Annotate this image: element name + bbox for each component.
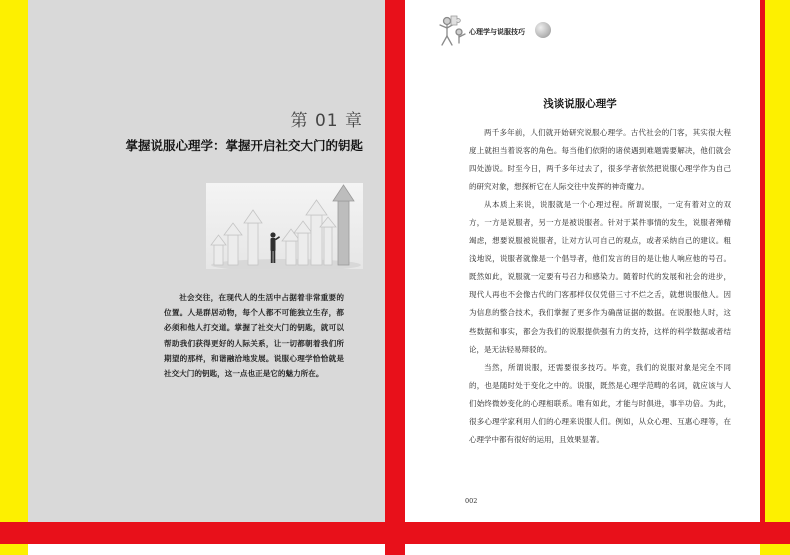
right-page	[405, 0, 760, 522]
globe-disc-icon	[535, 22, 551, 38]
left-page	[28, 0, 385, 522]
paragraph: 从本质上来说，说服就是一个心理过程。所谓说服，一定有着对立的双方，一方是说服者，另一方是被说服者。针对于某件事情的发生，说服者殚精竭虑，想要说服被说服者，让对方认可自己的观点，或者采纳自己的建议。粗浅地说，说服者就像是一个倡导者，他们发言的目的是让他人响应他的号召。既然如此，说服就一定要有号召力和感染力。随着时代的发展和社会的进步，现代人再也不会像古代的门客那样仅仅凭借三寸不烂之舌，就想说服他人。因为信息的整合技术，我们掌握了更多作为确凿证据的数据。在说服他人时，这些数据和事实，都会为我们的说服提供强有力的支持，这样的科学数据或者结论，是无法轻易辩驳的。	[469, 200, 731, 354]
paragraph: 两千多年前，人们就开始研究说服心理学。古代社会的门客，其实很大程度上就担当着说客的角色。每当他们依附的诸侯遇到难题需要解决，他们就会四处游说。时至今日，两千多年过去了，很多学者依然把说服心理学作为自己的研究对象，想探析它在人际交往中发挥的神奇魔力。	[469, 128, 731, 192]
people-puzzle-logo-icon	[435, 14, 471, 50]
chapter-title: 掌握说服心理学：掌握开启社交大门的钥匙	[125, 138, 363, 153]
left-bottom-strip	[28, 544, 385, 555]
paragraph: 当然，所谓说服，还需要很多技巧。毕竟，我们的说服对象是完全不同的，也是随时处于变化之中的。说服，既然是心理学范畴的名词，就应该与人们始终微妙变化的心理相联系。唯有如此，才能与时俱进，事半功倍。为此，很多心理学家利用人们的心理来说服人们。例如，从众心理、互惠心理等，在心理学中都有很好的运用，且效果显著。	[469, 362, 731, 444]
body-text	[469, 124, 731, 449]
chapter-number: 第 01 章	[290, 111, 363, 131]
chapter-intro: 社会交往，在现代人的生活中占据着非常重要的位置。人是群居动物，每个人都不可能独立生存，都必须和他人打交道。掌握了社交大门的钥匙，就可以帮助我们获得更好的人际关系，让一切都朝着我们所期望的那样，和谐融洽地发展。说服心理学恰恰就是社交大门的钥匙，这一点也正是它的魅力所在。	[164, 293, 344, 379]
right-edge	[760, 0, 765, 522]
center-gutter	[385, 0, 405, 555]
running-header: 心理学与说服技巧	[469, 28, 525, 36]
section-title: 浅谈说服心理学	[543, 98, 617, 110]
arrows-businessman-illustration	[206, 183, 363, 269]
right-bottom-strip	[405, 544, 760, 555]
page-number: 002	[465, 497, 478, 505]
bottom-band	[0, 522, 790, 544]
